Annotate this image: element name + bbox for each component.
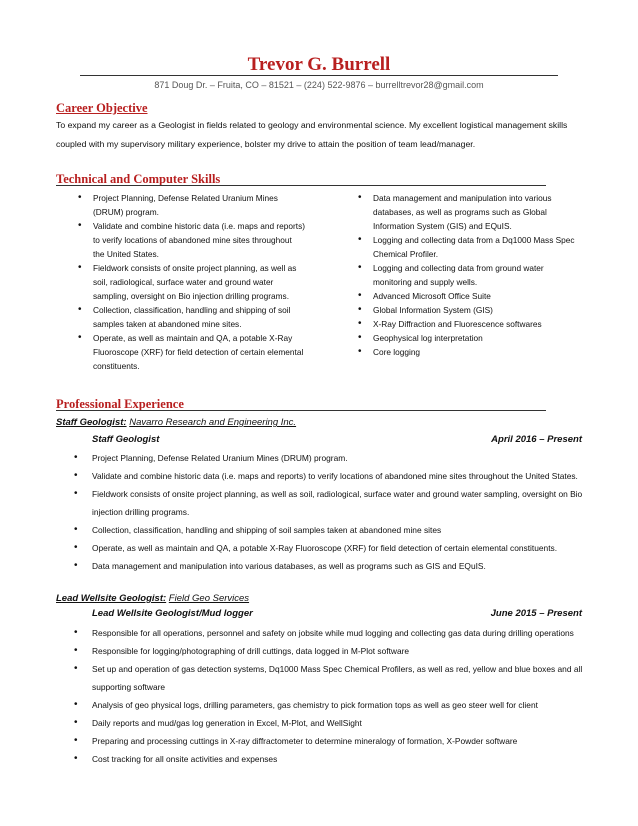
list-item: • Core logging [355, 345, 580, 359]
job-dates: June 2015 – Present [490, 608, 582, 619]
employer-label: Lead Wellsite Geologist: [56, 593, 167, 604]
career-objective-text: To expand my career as a Geologist in fields related to geology and environmental science. My excellent logistical management skills coupled with my supervisory military experience, bolster my drive to attain the position of team lead/manager. [56, 120, 568, 149]
list-item: • Logging and collecting data from a Dq1000 Mass Spec Chemical Profiler. [355, 233, 580, 261]
list-item: • Logging and collecting data from ground water monitoring and supply wells. [355, 261, 580, 289]
role-line [92, 608, 582, 620]
job-bullet-list [72, 624, 584, 768]
list-item: • Data management and manipulation into various databases, as well as programs such as GIS and EQuIS. [72, 557, 584, 575]
list-item: • Responsible for all operations, personnel and safety on jobsite while mud logging and collecting gas data during drilling operations [72, 624, 584, 642]
skills-left-list [75, 191, 305, 373]
job-bullet-list [72, 449, 584, 575]
list-item: • Collection, classification, handling and shipping of soil samples taken at abandoned mine sites. [75, 303, 305, 331]
section-title-experience: Professional Experience [56, 397, 184, 411]
list-item: • Responsible for logging/photographing of drill cuttings, data logged in M-Plot software [72, 642, 584, 660]
job-dates: April 2016 – Present [491, 434, 582, 445]
list-item: • Project Planning, Defense Related Uranium Mines (DRUM) program. [75, 191, 305, 219]
list-item: • Global Information System (GIS) [355, 303, 580, 317]
job-title: Lead Wellsite Geologist/Mud logger [92, 608, 253, 619]
list-item: • Analysis of geo physical logs, drilling parameters, gas chemistry to pick formation tops as well as geo steer well for client [72, 696, 584, 714]
candidate-name: Trevor G. Burrell [247, 54, 391, 75]
list-item: • Advanced Microsoft Office Suite [355, 289, 580, 303]
company-name: Field Geo Services [168, 593, 250, 604]
experience-divider [56, 410, 546, 411]
section-title-skills: Technical and Computer Skills [56, 172, 221, 186]
list-item: • Operate, as well as maintain and QA, a potable X-Ray Fluoroscope (XRF) for field detection of certain elemental constituents. [75, 331, 305, 373]
list-item: • Cost tracking for all onsite activities and expenses [72, 750, 584, 768]
list-item: • Project Planning, Defense Related Uranium Mines (DRUM) program. [72, 449, 584, 467]
list-item: • Fieldwork consists of onsite project planning, as well as soil, radiological, surface water and ground water sampling, oversight on Bio injection drilling programs. [75, 261, 305, 303]
employer-label: Staff Geologist: [56, 417, 127, 428]
employer-line [56, 417, 296, 429]
name-divider [80, 75, 558, 76]
list-item: • Data management and manipulation into various databases, as well as programs such as Global Information System (GIS) and EQuIS. [355, 191, 580, 233]
list-item: • Preparing and processing cuttings in X-ray diffractometer to determine mineralogy of formation, X-Powder software [72, 732, 584, 750]
role-line [92, 434, 582, 446]
list-item: • Validate and combine historic data (i.e. maps and reports) to verify locations of abandoned mine sites throughout the United States. [75, 219, 305, 261]
list-item: • Set up and operation of gas detection systems, Dq1000 Mass Spec Chemical Profilers, as well as red, yellow and blue boxes and all supporting software [72, 660, 584, 696]
section-title-career-objective: Career Objective [56, 101, 148, 115]
list-item: • Validate and combine historic data (i.e. maps and reports) to verify locations of abandoned mine sites throughout the United States. [72, 467, 584, 485]
employer-line [56, 593, 249, 605]
contact-info: 871 Doug Dr. – Fruita, CO – 81521 – (224) 522-9876 – burrelltrevor28@gmail.com [154, 80, 484, 90]
list-item: • Geophysical log interpretation [355, 331, 580, 345]
list-item: • Operate, as well as maintain and QA, a potable X-Ray Fluoroscope (XRF) for field detection of certain elemental constituents. [72, 539, 584, 557]
company-name: Navarro Research and Engineering Inc. [129, 417, 297, 428]
list-item: • X-Ray Diffraction and Fluorescence softwares [355, 317, 580, 331]
list-item: • Fieldwork consists of onsite project planning, as well as soil, radiological, surface water and ground water sampling, oversight on Bio injection drilling programs. [72, 485, 584, 521]
skills-right-list [355, 191, 580, 359]
skills-divider [56, 185, 546, 186]
list-item: • Daily reports and mud/gas log generation in Excel, M-Plot, and WellSight [72, 714, 584, 732]
list-item: • Collection, classification, handling and shipping of soil samples taken at abandoned mine sites [72, 521, 584, 539]
job-title: Staff Geologist [92, 434, 160, 445]
